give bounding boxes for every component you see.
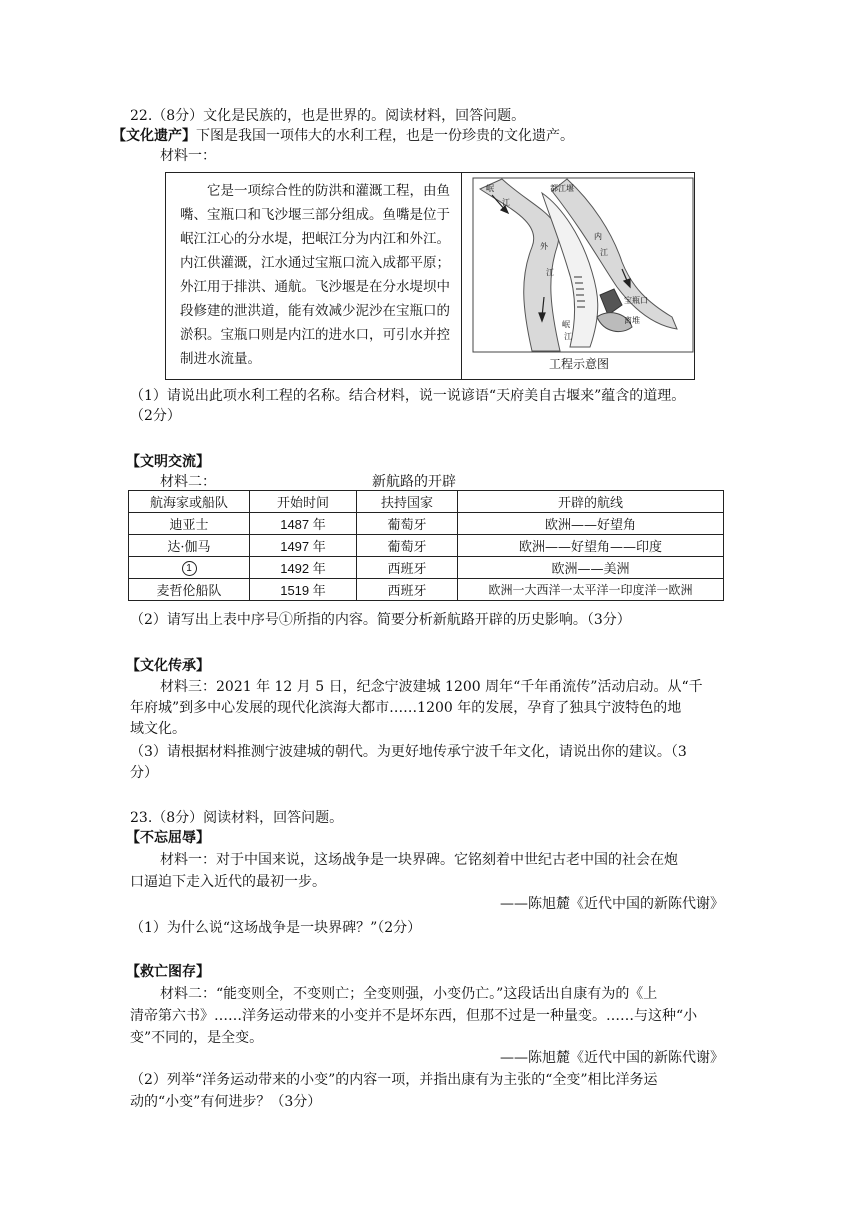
map-label-jiang-3: 江	[546, 268, 554, 277]
q23-material-2-line2: 清帝第六书》……洋务运动带来的小变并不是坏东西，但那不过是一种量变。……与这种“小	[130, 1008, 698, 1024]
map-label-dujiangyan: 都江堰	[550, 184, 574, 193]
material-1-divider	[461, 173, 462, 379]
q23-material-1-source: ——陈旭麓《近代中国的新陈代谢》	[500, 896, 724, 912]
table-cell-name: 迪亚士	[129, 513, 250, 535]
table-row	[129, 557, 724, 579]
map-label-jiang-4: 江	[564, 332, 572, 341]
q23-2-line2: 动的“小变”有何进步？（3分）	[130, 1094, 322, 1110]
table-header-row	[129, 491, 724, 513]
table-cell-year: 1487 年	[250, 513, 357, 535]
project-map-diagram	[472, 177, 694, 353]
table-header-cell: 扶持国家	[357, 491, 458, 513]
q23-material-2-line3: 变”不同的，是全变。	[130, 1030, 264, 1046]
map-label-wai: 外	[540, 242, 548, 251]
q22-3-line2: 分）	[130, 765, 158, 781]
table-cell-route: 欧洲——好望角	[458, 513, 724, 535]
material-3-line1: 材料三：2021 年 12 月 5 日，纪念宁波建城 1200 周年“千年甬流传”活动启动。从“千	[160, 679, 703, 695]
table-cell-country: 西班牙	[357, 579, 458, 601]
q23-material-1-line2: 口逼迫下走入近代的最初一步。	[130, 874, 326, 890]
q23-2-line1: （2）列举“洋务运动带来的小变”的内容一项，并指出康有为主张的“全变”相比洋务运	[130, 1072, 658, 1088]
table-cell-year: 1497 年	[250, 535, 357, 557]
exchange-heading: 【文明交流】	[126, 454, 210, 470]
map-label-min-2: 岷	[562, 320, 570, 329]
map-label-jiang-1: 江	[502, 198, 510, 207]
table-cell-name: 达·伽马	[129, 535, 250, 557]
material-3-line3: 域文化。	[130, 721, 186, 737]
q23-material-2-line1: 材料二：“能变则全，不变则亡；全变则强，小变仍亡。”这段话出自康有为的《上	[160, 986, 658, 1002]
q22-1-line2: （2分）	[130, 408, 181, 424]
heritage-intro: 下图是我国一项伟大的水利工程，也是一份珍贵的文化遗产。	[196, 128, 574, 144]
q22-1-line1: （1）请说出此项水利工程的名称。结合材料，说一说谚语“天府美自古堰来”蕴含的道理。	[130, 388, 686, 404]
map-label-jiang-2: 江	[600, 248, 608, 257]
q23-material-2-source: ——陈旭麓《近代中国的新陈代谢》	[500, 1050, 724, 1066]
table-cell-route: 欧洲一大西洋一太平洋一印度洋一欧洲	[458, 579, 724, 601]
table-header-cell: 航海家或船队	[129, 491, 250, 513]
map-label-lidui: 离堆	[624, 316, 640, 325]
map-caption: 工程示意图	[548, 357, 609, 371]
table-cell-route: 欧洲——好望角——印度	[458, 535, 724, 557]
heritage-heading: 【文化遗产】	[112, 128, 196, 144]
q22-2: （2）请写出上表中序号①所指的内容。简要分析新航路开辟的历史影响。（3分）	[130, 612, 631, 628]
salvation-heading: 【救亡图存】	[126, 964, 210, 980]
circled-number-1: 1	[182, 561, 197, 576]
table-header-cell: 开辟的航线	[458, 491, 724, 513]
table-header-cell: 开始时间	[250, 491, 357, 513]
table-row	[129, 535, 724, 557]
table-cell-name	[129, 557, 250, 579]
material-3-line2: 年府城”到多中心发展的现代化滨海大都市……1200 年的发展，孕育了独具宁波特色的地	[130, 700, 682, 716]
table-cell-country: 西班牙	[357, 557, 458, 579]
material-1-box	[165, 172, 695, 380]
table-cell-year: 1519 年	[250, 579, 357, 601]
material-1-label: 材料一：	[160, 148, 216, 164]
table-cell-country: 葡萄牙	[357, 535, 458, 557]
q22-3-line1: （3）请根据材料推测宁波建城的朝代。为更好地传承宁波千年文化，请说出你的建议。（3	[130, 744, 687, 760]
q23-1: （1）为什么说“这场战争是一块界碑？”（2分）	[130, 920, 422, 936]
inherit-heading: 【文化传承】	[126, 658, 210, 674]
table-row	[129, 513, 724, 535]
project-map	[472, 177, 694, 353]
q23-title: 23.（8分）阅读材料，回答问题。	[130, 810, 344, 826]
map-label-min: 岷	[486, 184, 494, 193]
table-row	[129, 579, 724, 601]
q23-material-1-line1: 材料一：对于中国来说，这场战争是一块界碑。它铭刻着中世纪古老中国的社会在炮	[160, 852, 678, 868]
table-cell-year: 1492 年	[250, 557, 357, 579]
table-cell-country: 葡萄牙	[357, 513, 458, 535]
material-1-text: 它是一项综合性的防洪和灌溉工程，由鱼嘴、宝瓶口和飞沙堰三部分组成。鱼嘴是位于岷江江心的分水堤，把岷江分为内江和外江。内江供灌溉，江水通过宝瓶口流入成都平原；外江用于排洪、通航。飞沙堰是在分水堤坝中段修建的泄洪道，能有效减少泥沙在宝瓶口的淤积。宝瓶口则是内江的进水口，可引水并控制进水流量。	[180, 183, 450, 367]
routes-table	[128, 490, 724, 601]
humiliation-heading: 【不忘屈辱】	[126, 830, 210, 846]
table-cell-name: 麦哲伦船队	[129, 579, 250, 601]
routes-table-title: 新航路的开辟	[372, 474, 456, 490]
table-cell-route: 欧洲——美洲	[458, 557, 724, 579]
map-label-nei: 内	[594, 232, 602, 241]
q22-title: 22.（8分）文化是民族的，也是世界的。阅读材料，回答问题。	[130, 108, 526, 124]
heritage-line	[112, 126, 574, 146]
map-label-baopingkou: 宝瓶口	[624, 296, 648, 305]
material-2-label: 材料二：	[160, 474, 216, 490]
